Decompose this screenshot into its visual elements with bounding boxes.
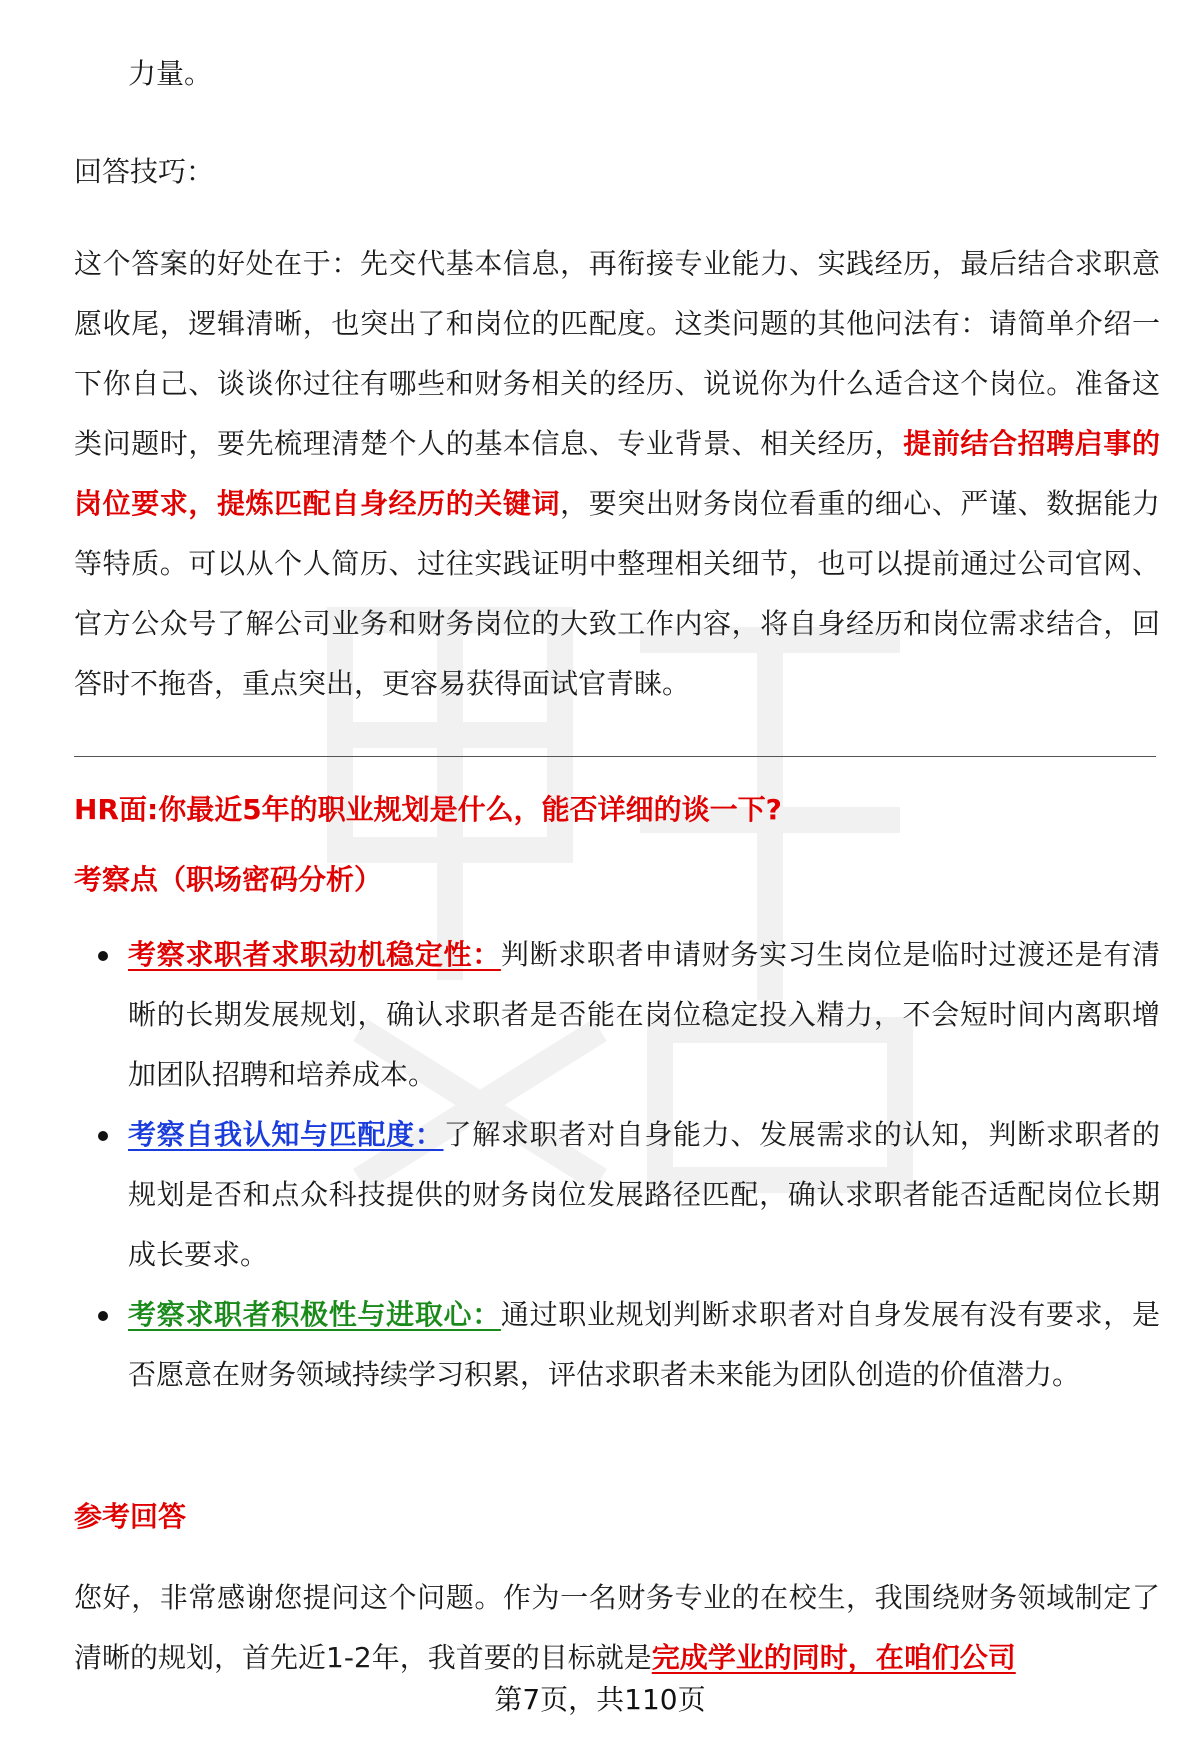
point-label: 考察求职者求职动机稳定性： [128, 938, 501, 971]
list-item [74, 925, 1160, 1105]
tips-text-1: 这个答案的好处在于：先交代基本信息，再衔接专业能力、实践经历，最后结合求职意愿收尾，逻辑清晰，也突出了和岗位的匹配度。这类问题的其他问法有：请简单介绍一下你自己、谈谈你过往有哪些和财务相关的经历、说说你为什么适合这个岗位。准备这类问题时，要先梳理清楚个人的基本信息、专业背景、相关经历， [74, 247, 1160, 460]
point-text: 通过职业规划判断求职者对自身发展有没有要求，是否愿意在财务领域持续学习积累，评估求职者未来能为团队创造的价值潜力。 [128, 1298, 1160, 1391]
tips-label: 回答技巧： [74, 155, 215, 188]
top-fragment: 力量。 [128, 57, 213, 90]
tips-paragraph [74, 234, 1160, 714]
bullet-icon [98, 1131, 108, 1141]
page-number: 第7页，共110页 [494, 1683, 706, 1716]
answer-highlight: 完成学业的同时，在咱们公司 [651, 1641, 1016, 1674]
tips-highlight: 提前结合招聘启事的岗位要求，提炼匹配自身经历的关键词 [74, 427, 1160, 520]
tips-text-2: ，要突出财务岗位看重的细心、严谨、数据能力等特质。可以从个人简历、过往实践证明中整理相关细节，也可以提前通过公司官网、官方公众号了解公司业务和财务岗位的大致工作内容，将自身经历和岗位需求结合，回答时不拖沓，重点突出，更容易获得面试官青睐。 [74, 487, 1160, 700]
point-label: 考察自我认知与匹配度： [128, 1118, 444, 1151]
point-label: 考察求职者积极性与进取心： [128, 1298, 501, 1331]
point-text: 判断求职者申请财务实习生岗位是临时过渡还是有清晰的长期发展规划，确认求职者是否能在岗位稳定投入精力，不会短时间内离职增加团队招聘和培养成本。 [128, 938, 1160, 1091]
question-heading: HR面:你最近5年的职业规划是什么，能否详细的谈一下? [74, 793, 782, 826]
bullet-icon [98, 1311, 108, 1321]
analysis-list [74, 925, 1160, 1405]
list-item [74, 1105, 1160, 1285]
section-divider [74, 756, 1156, 757]
point-text: 了解求职者对自身能力、发展需求的认知，判断求职者的规划是否和点众科技提供的财务岗位发展路径匹配，确认求职者能否适配岗位长期成长要求。 [128, 1118, 1160, 1271]
bullet-icon [98, 951, 108, 961]
list-item [74, 1285, 1160, 1405]
answer-text: 您好，非常感谢您提问这个问题。作为一名财务专业的在校生，我围绕财务领域制定了清晰的规划，首先近1-2年，我首要的目标就是 [74, 1581, 1160, 1674]
analysis-heading: 考察点（职场密码分析） [74, 863, 383, 896]
reference-heading: 参考回答 [74, 1500, 187, 1533]
answer-paragraph [74, 1568, 1160, 1688]
